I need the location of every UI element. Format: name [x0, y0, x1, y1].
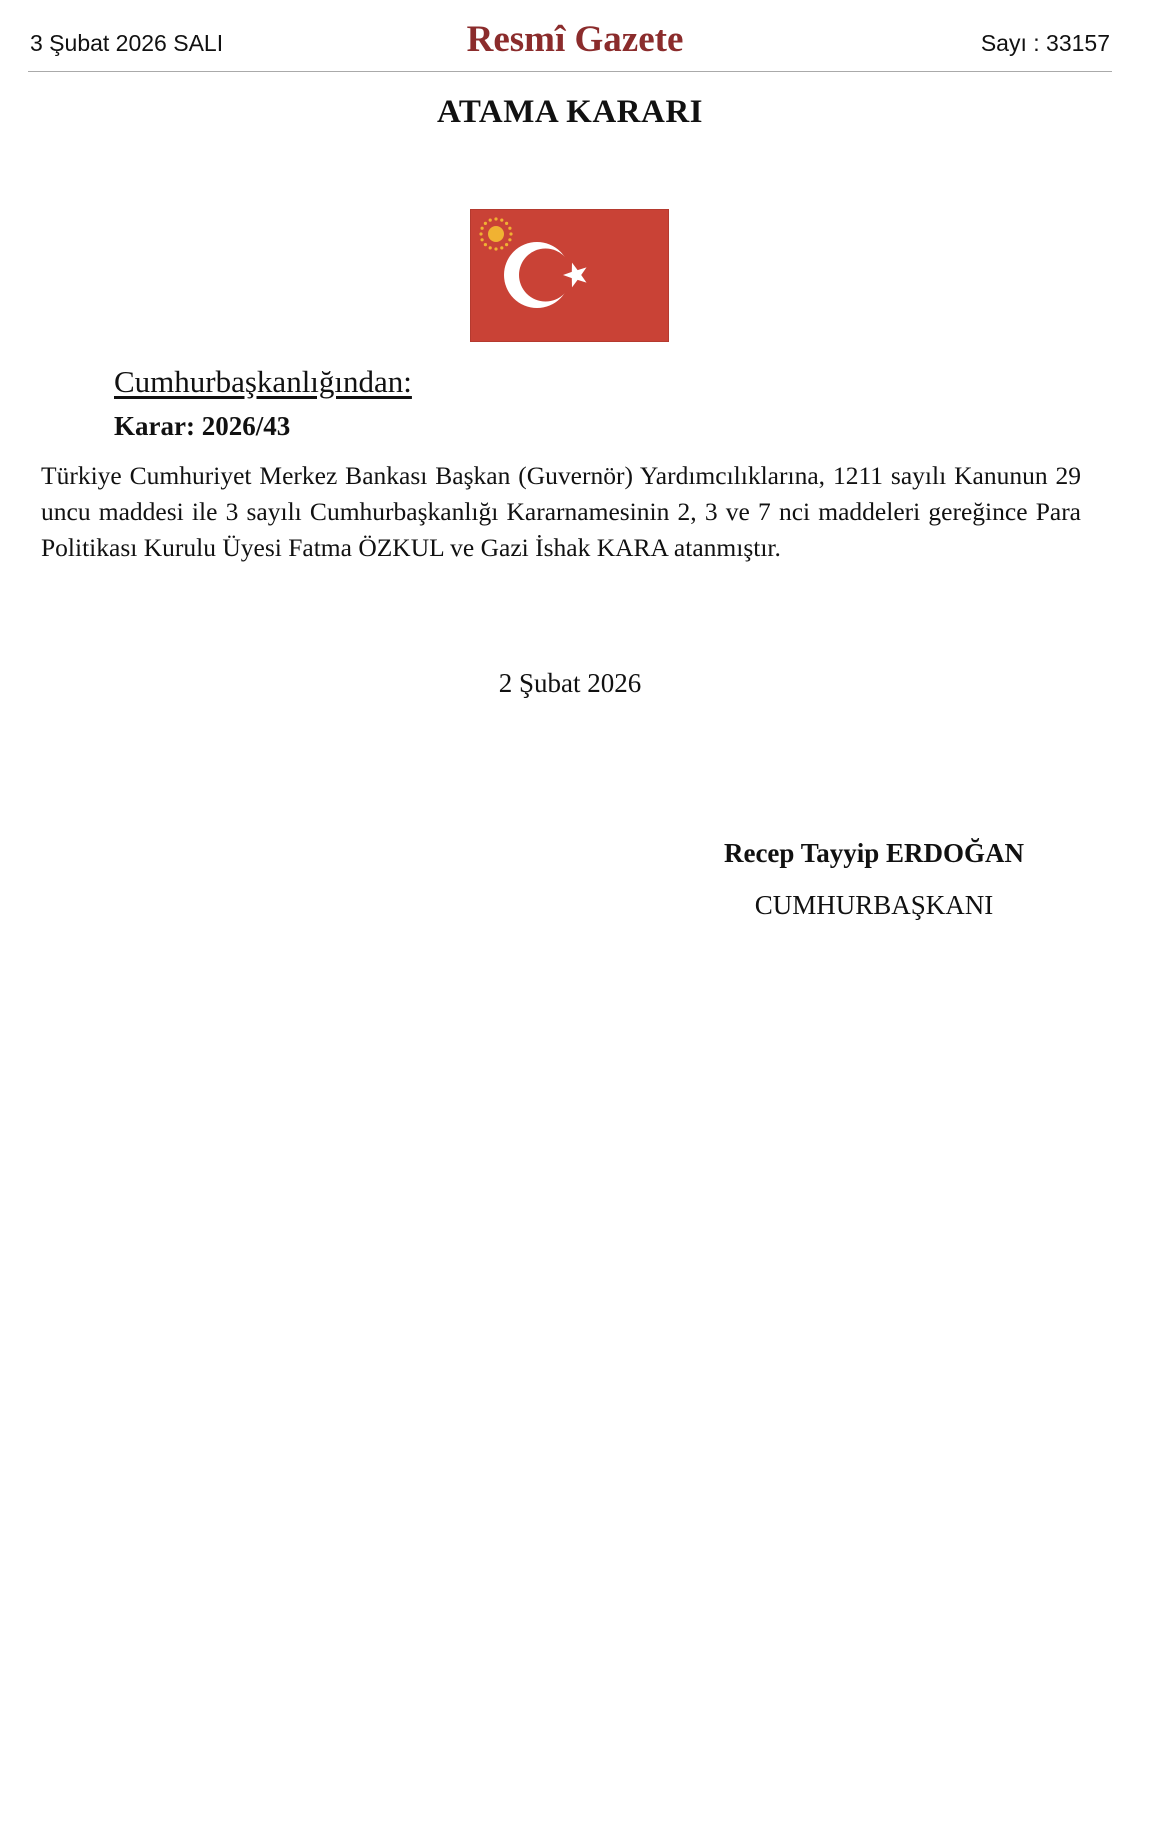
presidential-flag-icon — [470, 209, 669, 342]
decision-body: Türkiye Cumhuriyet Merkez Bankası Başkan (Guvernör) Yardımcılıklarına, 1211 sayılı Kanunun 29 uncu maddesi ile 3 sayılı Cumhurbaşkanlığı Kararnamesinin 2, 3 ve 7 nci maddeleri gereğince Para Politikası Kurulu Üyesi Fatma ÖZKUL ve Gazi İshak KARA atanmıştır. — [41, 461, 1081, 562]
gazette-masthead: Resmî Gazete — [466, 19, 684, 60]
signing-date: 2 Şubat 2026 — [498, 668, 642, 698]
issue-number: Sayı : 33157 — [980, 30, 1110, 56]
signer-name: Recep Tayyip ERDOĞAN — [723, 838, 1025, 868]
document-title: ATAMA KARARI — [436, 94, 704, 130]
decision-number: Karar: 2026/43 — [114, 411, 291, 441]
issuing-authority: Cumhurbaşkanlığından: — [114, 364, 412, 399]
gazette-date: 3 Şubat 2026 SALI — [30, 30, 224, 56]
signer-title: CUMHURBAŞKANI — [754, 890, 994, 920]
header-divider — [28, 71, 1112, 72]
